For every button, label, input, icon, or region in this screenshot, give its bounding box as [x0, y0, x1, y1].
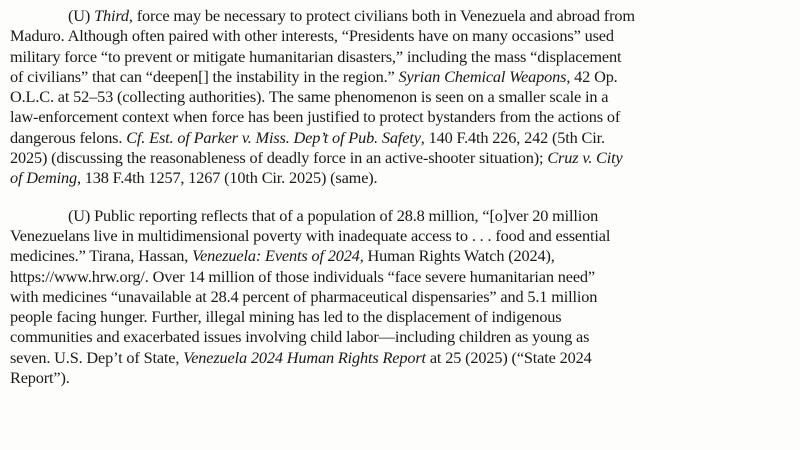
text-line [10, 6, 790, 26]
text-line [10, 246, 790, 266]
text-run: https://www.hrw.org/. Over 14 million of those individuals “face severe humanitarian need” [10, 266, 595, 286]
text-run: 2025) (discussing the reasonableness of deadly force in an active-shooter situation); [10, 148, 548, 168]
text-line [10, 348, 790, 368]
text-line [10, 47, 790, 67]
text-run: seven. U.S. Dep’t of State, [10, 347, 184, 367]
italic-citation-text: Cf. Est. of Parker v. Miss. Dep’t of Pub. Safety [126, 127, 421, 147]
text-run: , 138 F.4th 1257, 1267 (10th Cir. 2025) (same). [76, 168, 378, 188]
text-run: law-enforcement context when force has been justified to protect bystanders from the actions of [10, 107, 621, 127]
italic-citation-text: Cruz v. City [547, 148, 623, 168]
text-line [10, 226, 790, 246]
text-run: communities and exacerbated issues involving child labor—including children as young as [10, 327, 590, 347]
italic-citation-text: of Deming [10, 168, 77, 188]
italic-citation-text: Venezuela: Events of 2024 [192, 246, 360, 266]
text-run: , Human Rights Watch (2024), [359, 246, 555, 266]
text-run: dangerous felons. [10, 127, 127, 147]
text-line [10, 128, 790, 148]
text-line [10, 107, 790, 127]
text-line [10, 327, 790, 347]
text-run: of civilians” that can “deepen[] the instability in the region.” [10, 66, 399, 86]
italic-citation-text: Venezuela 2024 Human Rights Report [183, 347, 426, 367]
text-line [10, 67, 790, 87]
text-run: , 42 Op. [566, 66, 618, 86]
text-run: (U) Public reporting reflects that of a population of 28.8 million, “[o]ver 20 million [68, 205, 599, 225]
text-run: , 140 F.4th 226, 242 (5th Cir. [420, 127, 605, 147]
text-line [10, 168, 790, 188]
text-line [10, 87, 790, 107]
italic-citation-text: Third [94, 6, 129, 25]
text-line [10, 287, 790, 307]
text-run: military force “to prevent or mitigate humanitarian disasters,” including the mass “displacement [10, 46, 622, 66]
text-run: people facing hunger. Further, illegal mining has led to the displacement of indigenous [10, 307, 562, 327]
text-line [10, 307, 790, 327]
text-line [10, 26, 790, 46]
paragraph-force-to-protect-civilians [10, 6, 790, 189]
text-run: , force may be necessary to protect civilians both in Venezuela and abroad from [128, 6, 635, 25]
text-run: with medicines “unavailable at 28.4 percent of pharmaceutical dispensaries” and 5.1 million [10, 286, 598, 306]
text-line [10, 267, 790, 287]
text-run: at 25 (2025) (“State 2024 [425, 347, 592, 367]
paragraph-public-reporting [10, 206, 790, 389]
text-run: Venezuelans live in multidimensional poverty with inadequate access to . . . food and essential [10, 225, 611, 245]
text-run: medicines.” Tirana, Hassan, [10, 246, 193, 266]
text-run: Report”). [10, 368, 70, 388]
text-line [10, 368, 790, 388]
text-line [10, 206, 790, 226]
text-line [10, 148, 790, 168]
text-run: (U) [68, 6, 95, 25]
text-run: Maduro. Although often paired with other interests, “Presidents have on many occasions” used [10, 26, 614, 46]
italic-citation-text: Syrian Chemical Weapons [398, 66, 567, 86]
text-run: O.L.C. at 52–53 (collecting authorities). The same phenomenon is seen on a smaller scale in a [10, 87, 609, 107]
